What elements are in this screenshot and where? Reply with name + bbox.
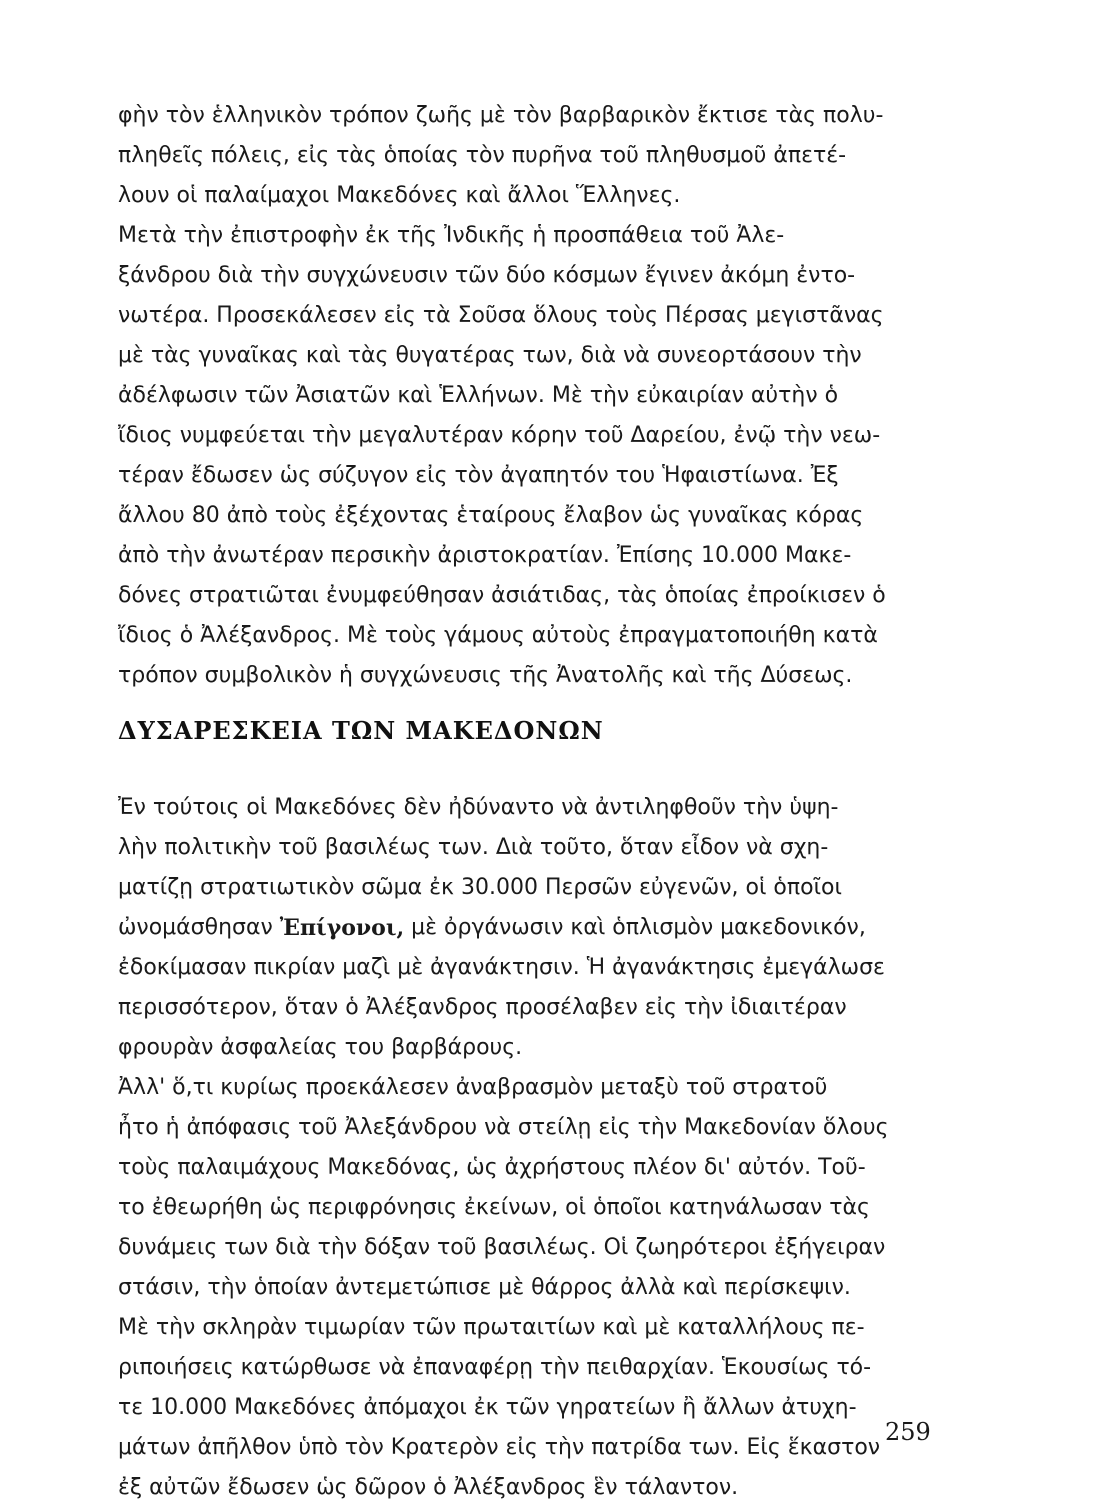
text-line: ἀπὸ τὴν ἀνωτέραν περσικὴν ἀριστοκρατίαν. Ἐπίσης 10.000 Μακε-	[118, 543, 852, 568]
text-line: ξάνδρου διὰ τὴν συγχώνευσιν τῶν δύο κόσμων ἔγινεν ἀκόμη ἐντο-	[118, 263, 856, 288]
text-line: τέραν ἔδωσεν ὡς σύζυγον εἰς τὸν ἀγαπητόν του Ἡφαιστίωνα. Ἐξ	[118, 463, 839, 488]
text-line: στάσιν, τὴν ὁποίαν ἀντεμετώπισε μὲ θάρρος ἀλλὰ καὶ περίσκεψιν.	[118, 1275, 851, 1300]
text-line: ἴδιος ὁ Ἀλέξανδρος. Μὲ τοὺς γάμους αὐτοὺς ἐπραγματοποιήθη κατὰ	[118, 623, 878, 648]
text-line: τοὺς παλαιμάχους Μακεδόνας, ὡς ἀχρήστους πλέον δι' αὐτόν. Τοῦ-	[118, 1155, 866, 1180]
section-heading: ΔΥΣΑΡΕΣΚΕΙΑ ΤΩΝ ΜΑΚΕΔΟΝΩΝ	[118, 716, 604, 745]
text-line: ἦτο ἡ ἀπόφασις τοῦ Ἀλεξάνδρου νὰ στείλῃ εἰς τὴν Μακεδονίαν ὅλους	[118, 1115, 889, 1140]
text-line: δόνες στρατιῶται ἐνυμφεύθησαν ἀσιάτιδας, τὰς ὁποίας ἐπροίκισεν ὁ	[118, 583, 886, 608]
text-line: τρόπον συμβολικὸν ἡ συγχώνευσις τῆς Ἀνατολῆς καὶ τῆς Δύσεως.	[118, 663, 853, 688]
text-line: λουν οἱ παλαίμαχοι Μακεδόνες καὶ ἄλλοι Ἕλληνες.	[118, 183, 681, 208]
text-span: ὠνομάσθησαν	[118, 915, 273, 940]
text-line: πληθεῖς πόλεις, εἰς τὰς ὁποίας τὸν πυρῆνα τοῦ πληθυσμοῦ ἀπετέ-	[118, 143, 847, 168]
text-line: ἄλλου 80 ἀπὸ τοὺς ἐξέχοντας ἑταίρους ἔλαβον ὡς γυναῖκας κόρας	[118, 503, 864, 528]
text-line: δυνάμεις των διὰ τὴν δόξαν τοῦ βασιλέως. Οἱ ζωηρότεροι ἐξήγειραν	[118, 1235, 886, 1260]
text-line: Μετὰ τὴν ἐπιστροφὴν ἐκ τῆς Ἰνδικῆς ἡ προσπάθεια τοῦ Ἀλε-	[118, 223, 785, 248]
text-line: Ἐν τούτοις οἱ Μακεδόνες δὲν ἠδύναντο νὰ ἀντιληφθοῦν τὴν ὑψη-	[118, 795, 839, 820]
text-line: Ἀλλ' ὅ,τι κυρίως προεκάλεσεν ἀναβρασμὸν μεταξὺ τοῦ στρατοῦ	[118, 1075, 828, 1100]
text-line	[118, 910, 936, 946]
text-line: ἀδέλφωσιν τῶν Ἀσιατῶν καὶ Ἑλλήνων. Μὲ τὴν εὐκαιρίαν αὐτὴν ὁ	[118, 383, 839, 408]
text-line: ἐδοκίμασαν πικρίαν μαζὶ μὲ ἀγανάκτησιν. Ἡ ἀγανάκτησις ἐμεγάλωσε	[118, 955, 885, 980]
text-line: ριποιήσεις κατώρθωσε νὰ ἐπαναφέρῃ τὴν πειθαρχίαν. Ἑκουσίως τό-	[118, 1355, 872, 1380]
text-span: μὲ ὀργάνωσιν καὶ ὁπλισμὸν μακεδονικόν,	[411, 915, 866, 940]
page-number: 259	[885, 1418, 931, 1446]
bold-term: Ἐπίγονοι,	[279, 915, 405, 941]
text-line: λὴν πολιτικὴν τοῦ βασιλέως των. Διὰ τοῦτο, ὅταν εἶδον νὰ σχη-	[118, 835, 829, 860]
text-line: το ἐθεωρήθη ὡς περιφρόνησις ἐκείνων, οἱ ὁποῖοι κατηνάλωσαν τὰς	[118, 1195, 870, 1220]
text-line: τε 10.000 Μακεδόνες ἀπόμαχοι ἐκ τῶν γηρατείων ἢ ἄλλων ἀτυχη-	[118, 1395, 857, 1420]
text-line: ἴδιος νυμφεύεται τὴν μεγαλυτέραν κόρην τοῦ Δαρείου, ἐνῷ τὴν νεω-	[118, 423, 881, 448]
text-line: ματίζῃ στρατιωτικὸν σῶμα ἐκ 30.000 Περσῶν εὐγενῶν, οἱ ὁποῖοι	[118, 875, 842, 900]
text-line: περισσότερον, ὅταν ὁ Ἀλέξανδρος προσέλαβεν εἰς τὴν ἰδιαιτέραν	[118, 995, 847, 1020]
text-line: φὴν τὸν ἑλληνικὸν τρόπον ζωῆς μὲ τὸν βαρβαρικὸν ἔκτισε τὰς πολυ-	[118, 103, 884, 128]
text-line: ἐξ αὐτῶν ἔδωσεν ὡς δῶρον ὁ Ἀλέξανδρος ἓν τάλαντον.	[118, 1475, 739, 1500]
text-line: μὲ τὰς γυναῖκας καὶ τὰς θυγατέρας των, διὰ νὰ συνεορτάσουν τὴν	[118, 343, 862, 368]
text-line: φρουρὰν ἀσφαλείας του βαρβάρους.	[118, 1035, 523, 1060]
text-line: νωτέρα. Προσεκάλεσεν εἰς τὰ Σοῦσα ὅλους τοὺς Πέρσας μεγιστᾶνας	[118, 303, 884, 328]
text-line: Μὲ τὴν σκληρὰν τιμωρίαν τῶν πρωταιτίων καὶ μὲ καταλλήλους πε-	[118, 1315, 865, 1340]
text-line: μάτων ἀπῆλθον ὑπὸ τὸν Κρατερὸν εἰς τὴν πατρίδα των. Εἰς ἕκαστον	[118, 1435, 881, 1460]
